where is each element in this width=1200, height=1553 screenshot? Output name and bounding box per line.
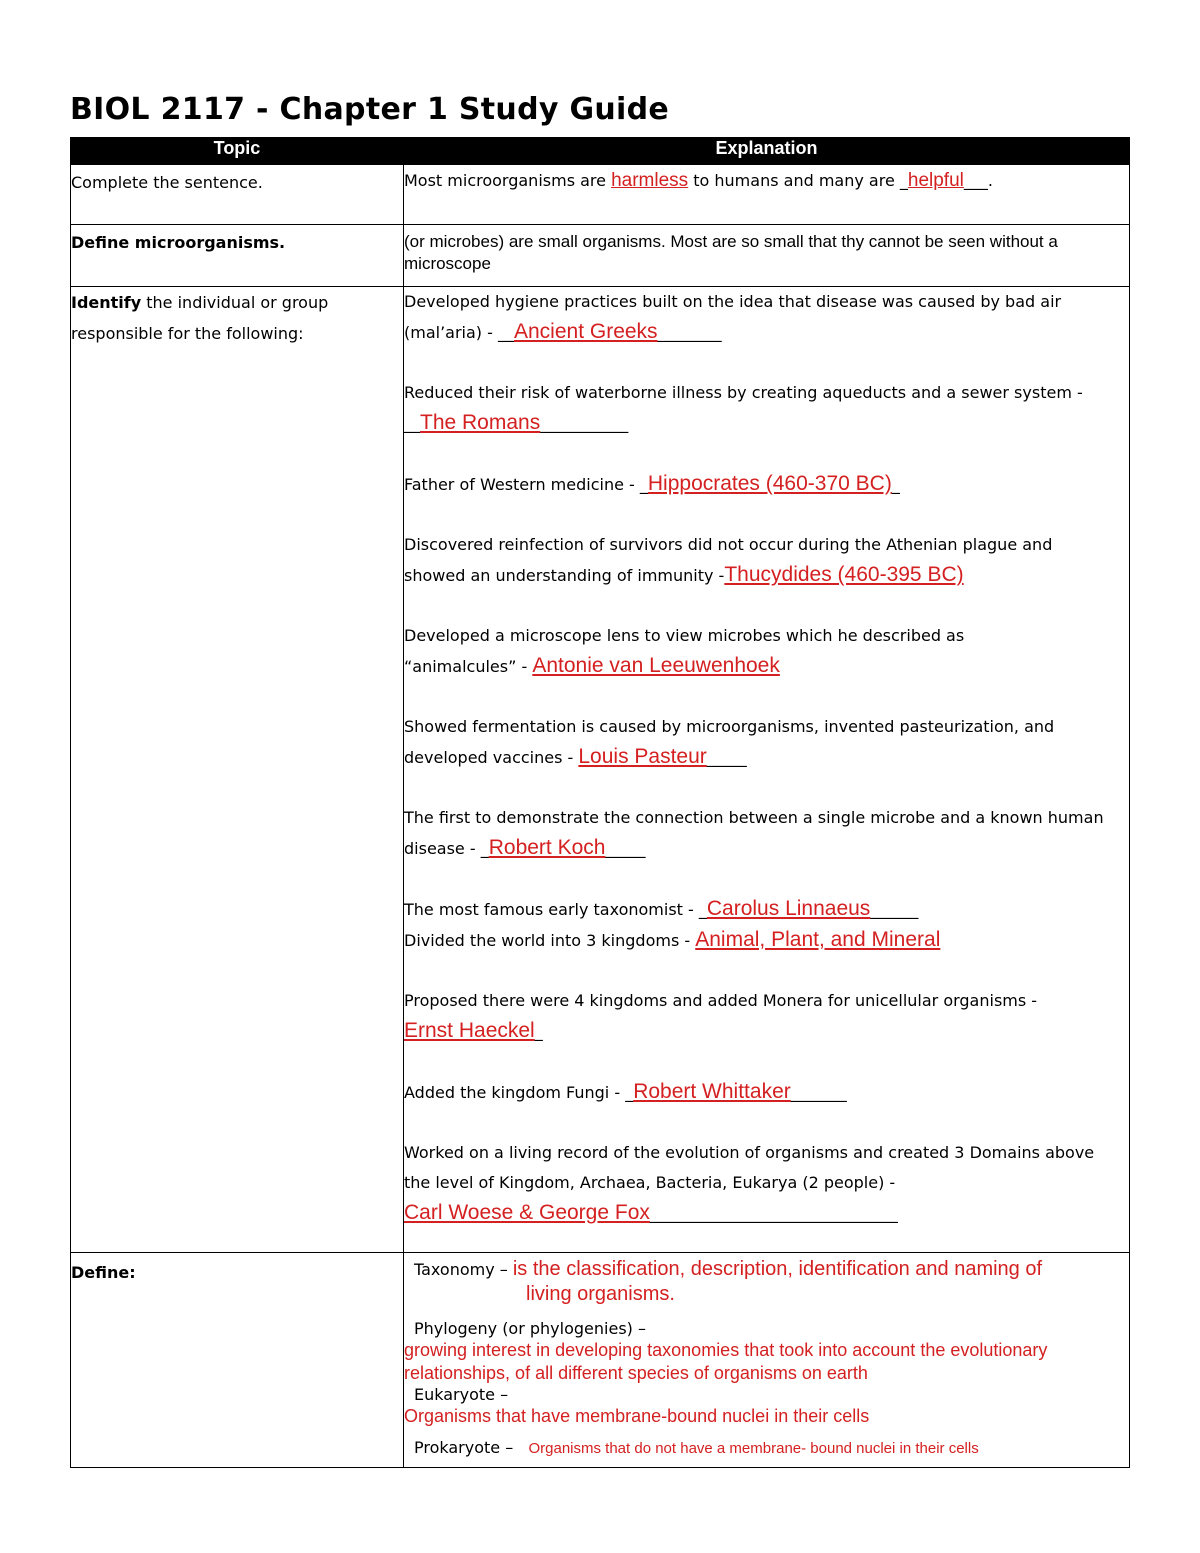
answer-helpful: helpful xyxy=(907,170,964,191)
question-text: Proposed there were 4 kingdoms and added Monera for unicellular organisms - xyxy=(404,991,1038,1010)
topic-text: Complete the sentence. xyxy=(71,173,263,192)
answer-blank: _ xyxy=(891,475,900,494)
topic-text: the individual or group responsible for the following: xyxy=(71,293,329,343)
term-definition: Organisms that have membrane-bound nuclei in their cells xyxy=(404,1406,870,1426)
question-text: Discovered reinfection of survivors did not occur during the Athenian plague and showed an understanding of immunity - xyxy=(404,535,1053,585)
answer-text: Antonie van Leeuwenhoek xyxy=(532,654,780,677)
answer-blank: _______ xyxy=(790,1083,847,1102)
list-item xyxy=(404,803,1129,864)
term-definition: growing interest in developing taxonomies that took into account the evolutionary relationships, of all different species of organisms on earth xyxy=(404,1340,1048,1383)
page-title: BIOL 2117 - Chapter 1 Study Guide xyxy=(70,92,670,127)
list-item xyxy=(404,530,1129,591)
eukaryote-label-line xyxy=(404,1385,1129,1405)
answer-text: Hippocrates (460-370 BC) xyxy=(647,472,892,495)
prokaryote-definition xyxy=(404,1436,1129,1461)
question-text: Divided the world into 3 kingdoms - xyxy=(404,931,691,950)
answer-text: Robert Whittaker xyxy=(633,1080,791,1103)
microorganism-definition: (or microbes) are small organisms. Most are so small that thy cannot be seen without a microscope xyxy=(404,232,1058,273)
answer-blank: ___________ xyxy=(540,414,629,433)
answer-text: Ernst Haeckel xyxy=(404,1019,535,1042)
term-label: Prokaryote – xyxy=(414,1438,514,1457)
topic-text: Define microorganisms. xyxy=(71,233,286,252)
question-text: Developed a microscope lens to view microbes which he described as “animalcules” - xyxy=(404,626,965,676)
header-explanation: Explanation xyxy=(404,138,1130,165)
taxonomy-definition-cont xyxy=(404,1282,1129,1307)
answer-blank: ________ xyxy=(657,323,722,342)
answer-harmless: harmless xyxy=(611,170,689,191)
answer-text: Thucydides (460-395 BC) xyxy=(724,563,964,586)
sentence-mid: to humans and many are _ xyxy=(693,171,908,190)
question-text: Reduced their risk of waterborne illness by creating aqueducts and a sewer system - __ xyxy=(404,383,1083,433)
phylogeny-definition xyxy=(404,1339,1129,1385)
list-item xyxy=(404,287,1129,348)
topic-text: Define: xyxy=(71,1263,136,1282)
answer-blank: _______________________________ xyxy=(649,1204,898,1223)
question-text: Father of Western medicine - _ xyxy=(404,475,648,494)
question-text: The first to demonstrate the connection between a single microbe and a known human disease - _ xyxy=(404,808,1104,858)
study-guide-table xyxy=(70,137,1130,1468)
topic-cell xyxy=(71,165,404,225)
table-row xyxy=(71,1253,1130,1468)
list-item xyxy=(404,1138,1129,1229)
phylogeny-label-line xyxy=(404,1319,1129,1339)
answer-text: Louis Pasteur xyxy=(578,745,707,768)
term-label: Taxonomy – xyxy=(414,1260,508,1279)
answer-blank: _____ xyxy=(706,748,747,767)
answer-blank: ______ xyxy=(870,900,919,919)
topic-cell xyxy=(71,225,404,287)
topic-cell xyxy=(71,1253,404,1468)
topic-bold: Identify xyxy=(71,293,142,312)
sentence-post: ___. xyxy=(963,171,993,190)
answer-text: The Romans xyxy=(420,411,541,434)
list-item xyxy=(404,1077,1129,1108)
table-row xyxy=(71,225,1130,287)
list-item xyxy=(404,894,1129,925)
question-text: Added the kingdom Fungi - _ xyxy=(404,1083,634,1102)
question-text: Worked on a living record of the evolution of organisms and created 3 Domains above the level of Kingdom, Archaea, Bacteria, Eukarya (2 people) - xyxy=(404,1143,1095,1192)
term-label: Eukaryote – xyxy=(414,1385,509,1404)
answer-text: Carl Woese & George Fox xyxy=(404,1201,650,1224)
answer-text: Robert Koch xyxy=(488,836,606,859)
list-item xyxy=(404,986,1129,1047)
table-row xyxy=(71,165,1130,225)
list-item xyxy=(404,469,1129,500)
eukaryote-definition xyxy=(404,1405,1129,1428)
header-topic: Topic xyxy=(71,138,404,165)
table-row xyxy=(71,287,1130,1253)
term-definition: Organisms that do not have a membrane- bound nuclei in their cells xyxy=(528,1440,979,1457)
question-text: The most famous early taxonomist - _ xyxy=(404,900,707,919)
term-definition: living organisms. xyxy=(526,1283,675,1305)
list-item xyxy=(404,712,1129,773)
taxonomy-definition xyxy=(404,1257,1129,1282)
header-row xyxy=(71,138,1130,165)
explanation-cell xyxy=(404,1253,1130,1468)
explanation-cell xyxy=(404,165,1130,225)
explanation-cell xyxy=(404,225,1130,287)
explanation-cell xyxy=(404,287,1130,1253)
answer-blank: _____ xyxy=(605,839,646,858)
topic-cell xyxy=(71,287,404,1253)
term-label: Phylogeny (or phylogenies) – xyxy=(414,1319,646,1338)
answer-blank: _ xyxy=(534,1022,543,1041)
sentence-pre: Most microorganisms are xyxy=(404,171,606,190)
list-item xyxy=(404,621,1129,682)
term-definition: is the classification, description, identification and naming of xyxy=(512,1258,1043,1280)
list-item xyxy=(404,378,1129,439)
answer-text: Ancient Greeks xyxy=(513,320,658,343)
answer-text: Animal, Plant, and Mineral xyxy=(695,928,941,951)
list-item xyxy=(404,925,1129,956)
question-text: Showed fermentation is caused by microorganisms, invented pasteurization, and developed vaccines - xyxy=(404,717,1055,767)
answer-text: Carolus Linnaeus xyxy=(706,897,871,920)
question-text: Developed hygiene practices built on the idea that disease was caused by bad air (mal’aria) - __ xyxy=(404,292,1062,342)
